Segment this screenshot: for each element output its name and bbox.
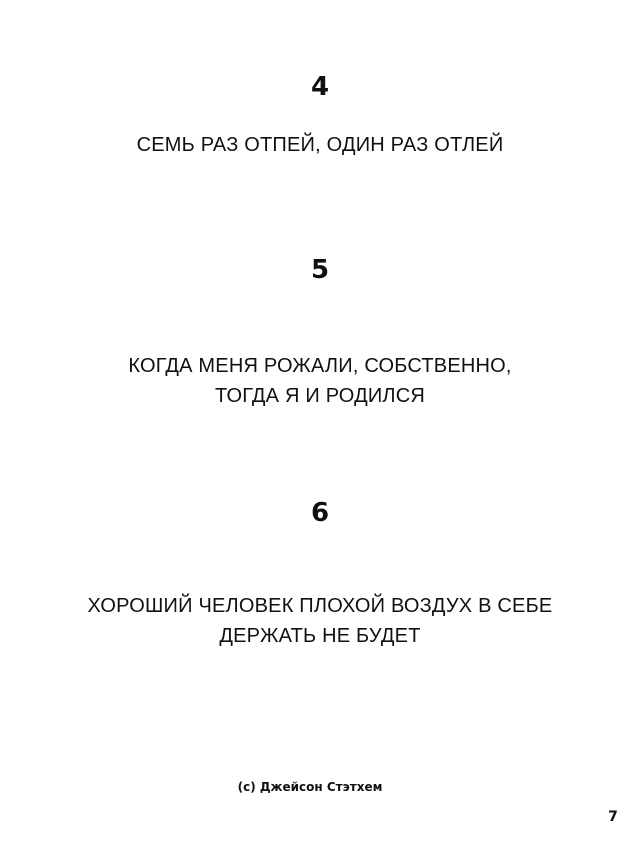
quote-text-5 [0,351,640,411]
quote-line: ХОРОШИЙ ЧЕЛОВЕК ПЛОХОЙ ВОЗДУХ В СЕБЕ [87,595,553,617]
quote-number-6: 6 [310,498,330,528]
quote-number-5: 5 [310,255,330,285]
quote-number-4: 4 [310,72,330,102]
quote-line: КОГДА МЕНЯ РОЖАЛИ, СОБСТВЕННО, [128,355,512,377]
quote-text-6 [0,591,640,651]
quote-line: ДЕРЖАТЬ НЕ БУДЕТ [219,625,421,647]
quote-line: ТОГДА Я И РОДИЛСЯ [214,385,426,407]
page-number: 7 [608,809,618,825]
credit-line: (с) Джейсон Стэтхем [237,780,383,794]
quote-line: СЕМЬ РАЗ ОТПЕЙ, ОДИН РАЗ ОТЛЕЙ [136,134,504,156]
quote-text-4 [0,130,640,160]
